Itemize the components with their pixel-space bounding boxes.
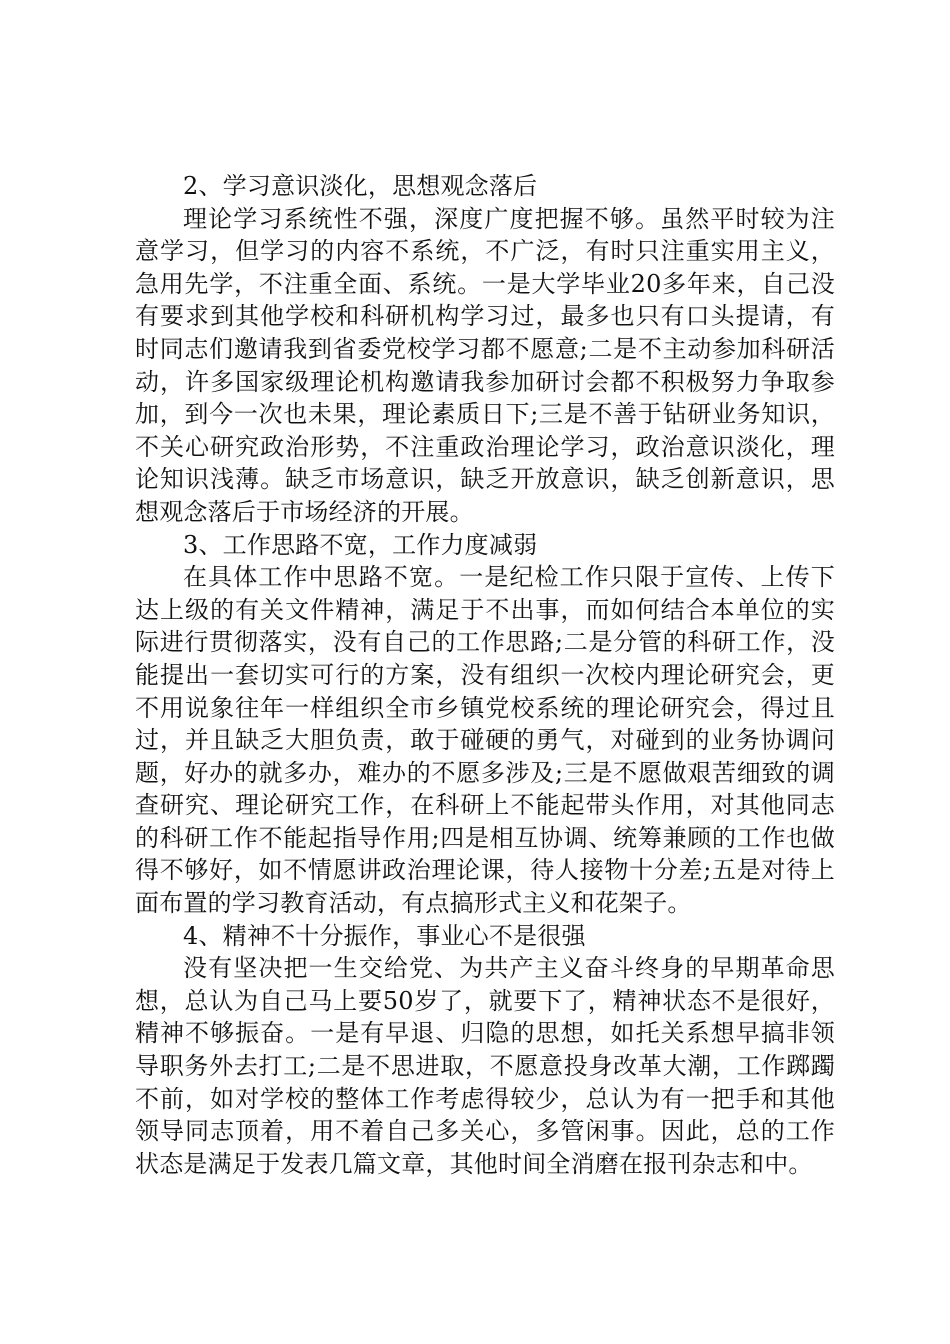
document-body [135, 170, 835, 1180]
section-paragraph-4: 没有坚决把一生交给党、为共产主义奋斗终身的早期革命思想，总认为自己马上要50岁了，就要下了，精神状态不是很好，精神不够振奋。一是有早退、归隐的思想，如托关系想早搞非领导职务外去打工;二是不思进取，不愿意投身改革大潮，工作踯躅不前，如对学校的整体工作考虑得较少，总认为有一把手和其他领导同志顶着，用不着自己多关心，多管闲事。因此，总的工作状态是满足于发表几篇文章，其他时间全消磨在报刊杂志和中。 [135, 954, 835, 1178]
section-heading-4: 4、精神不十分振作，事业心不是很强 [183, 921, 586, 950]
section-heading-2: 2、学习意识淡化，思想观念落后 [183, 172, 538, 200]
section-paragraph-2: 理论学习系统性不强，深度广度把握不够。虽然平时较为注意学习，但学习的内容不系统，不广泛，有时只注重实用主义，急用先学，不注重全面、系统。一是大学毕业20多年来，自己没有要求到其他学校和科研机构学习过，最多也只有口头提请，有时同志们邀请我到省委党校学习都不愿意;二是不主动参加科研活动，许多国家级理论机构邀请我参加研讨会都不积极努力争取参加，到今一次也未果，理论素质日下;三是不善于钻研业务知识，不关心研究政治形势，不注重政治理论学习，政治意识淡化，理论知识浅薄。缺乏市场意识，缺乏开放意识，缺乏创新意识，思想观念落后于市场经济的开展。 [135, 204, 835, 526]
section-heading-3: 3、工作思路不宽，工作力度减弱 [183, 530, 538, 559]
section-paragraph-3: 在具体工作中思路不宽。一是纪检工作只限于宣传、上传下达上级的有关文件精神，满足于不出事，而如何结合本单位的实际进行贯彻落实，没有自己的工作思路;二是分管的科研工作，没能提出一套切实可行的方案，没有组织一次校内理论研究会，更不用说象往年一样组织全市乡镇党校系统的理论研究会，得过且过，并且缺乏大胆负责，敢于碰硬的勇气，对碰到的业务协调问题，好办的就多办，难办的不愿多涉及;三是不愿做艰苦细致的调查研究、理论研究工作，在科研上不能起带头作用，对其他同志的科研工作不能起指导作用;四是相互协调、统筹兼顾的工作也做得不够好，如不情愿讲政治理论课，待人接物十分差;五是对待上面布置的学习教育活动，有点搞形式主义和花架子。 [135, 563, 835, 918]
